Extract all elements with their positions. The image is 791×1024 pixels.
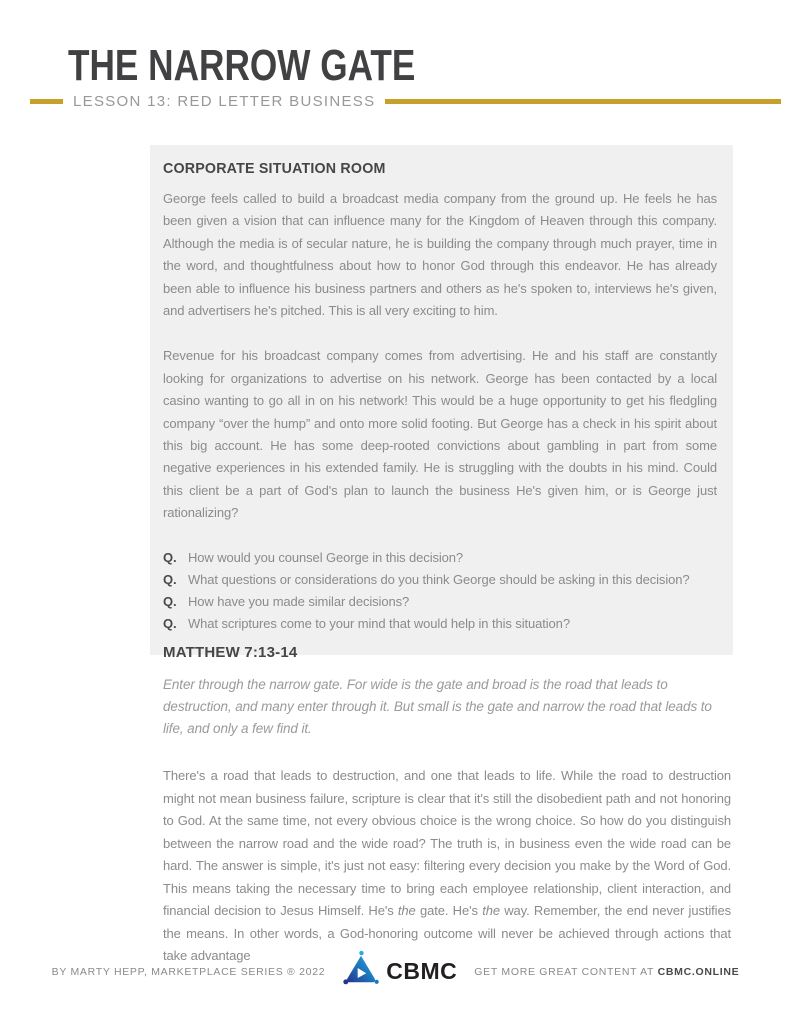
corporate-situation-box <box>150 145 733 655</box>
cbmc-logo-text: CBMC <box>386 958 458 984</box>
cta-prefix: GET MORE GREAT CONTENT AT <box>474 965 658 978</box>
question-text: How would you counsel George in this decision? <box>188 549 464 565</box>
commentary-emphasis: the <box>397 903 416 918</box>
question-list <box>163 547 717 635</box>
commentary-emphasis: the <box>482 903 500 918</box>
lesson-banner <box>30 93 781 110</box>
commentary-segment: There's a road that leads to destruction, and one that leads to life. While the road to destruction might not mean business failure, scripture is clear that it's still the disobedient path and not honoring to God. At the same time, not every obvious choice is the wrong choice. So how do you distinguish between the narrow road and the wide road? The truth is, in business even the wide road can be hard. The answer is simple, it's just not easy: filtering every decision you make by the Word of God. This means taking the necessary time to bring each employee relationship, client interaction, and financial decision to Jesus Himself. He's <box>163 768 731 918</box>
cbmc-logo <box>342 950 457 993</box>
gold-rule-right <box>385 99 781 104</box>
question-item <box>163 569 717 591</box>
footer-byline: BY MARTY HEPP, MARKETPLACE SERIES ® 2022 <box>51 965 326 978</box>
scripture-text: Enter through the narrow gate. For wide is the gate and broad is the road that leads to destruction, and many enter through it. But small is the gate and narrow the road that leads to life, and only a few find it. <box>163 677 712 736</box>
commentary-paragraph <box>163 765 731 968</box>
question-text: What questions or considerations do you think George should be asking in this decision? <box>188 571 690 587</box>
situation-paragraph-1: George feels called to build a broadcast media company from the ground up. He feels he has been given a vision that can influence many for the Kingdom of Heaven through this company. Although the media is of secular nature, he is building the company through much prayer, time in the word, and thoughtfulness about how to honor God through this endeavor. He has already been able to influence his business partners and others as he's spoken to, interviews he's given, and advertisers he's pitched. This is all very exciting to him. <box>163 191 717 319</box>
situation-paragraph-2: Revenue for his broadcast company comes from advertising. He and his staff are constantly looking for organizations to advertise on his network. George has been contacted by a local casino wanting to go all in on his network! This would be a huge opportunity to get his fledgling company “over the hump” and onto more solid footing. But George has a check in his spirit about this big account. He has some deep-rooted convictions about gambling in part from some negative experiences in his extended family. He is struggling with the doubts in his mind. Could this client be a part of God's plan to launch the business He's given him, or is George just rationalizing? <box>163 348 717 521</box>
page-footer <box>0 950 791 993</box>
gold-rule-left <box>30 99 63 104</box>
question-text: What scriptures come to your mind that would help in this situation? <box>188 615 570 631</box>
lesson-subtitle: LESSON 13: RED LETTER BUSINESS <box>73 93 376 110</box>
page-title: THE NARROW GATE <box>68 41 416 90</box>
q-marker: Q. <box>163 593 177 609</box>
footer-cta <box>474 966 739 978</box>
q-marker: Q. <box>163 615 177 631</box>
scripture-section <box>163 644 731 968</box>
q-marker: Q. <box>163 571 177 587</box>
question-item <box>163 613 717 635</box>
question-item <box>163 547 717 569</box>
cta-link[interactable]: CBMC.ONLINE <box>657 965 740 978</box>
commentary-segment: gate. He's <box>415 903 483 918</box>
q-marker: Q. <box>163 549 177 565</box>
question-text: How have you made similar decisions? <box>188 593 410 609</box>
cbmc-logo-icon <box>342 950 380 993</box>
scripture-heading: MATTHEW 7:13-14 <box>163 644 298 661</box>
question-item <box>163 591 717 613</box>
situation-heading: CORPORATE SITUATION ROOM <box>163 160 386 177</box>
commentary-segment: way. Remember, the end never justifies the means. In other words, a God-honoring outcome will never be achieved through actions that take advantage <box>163 903 732 963</box>
